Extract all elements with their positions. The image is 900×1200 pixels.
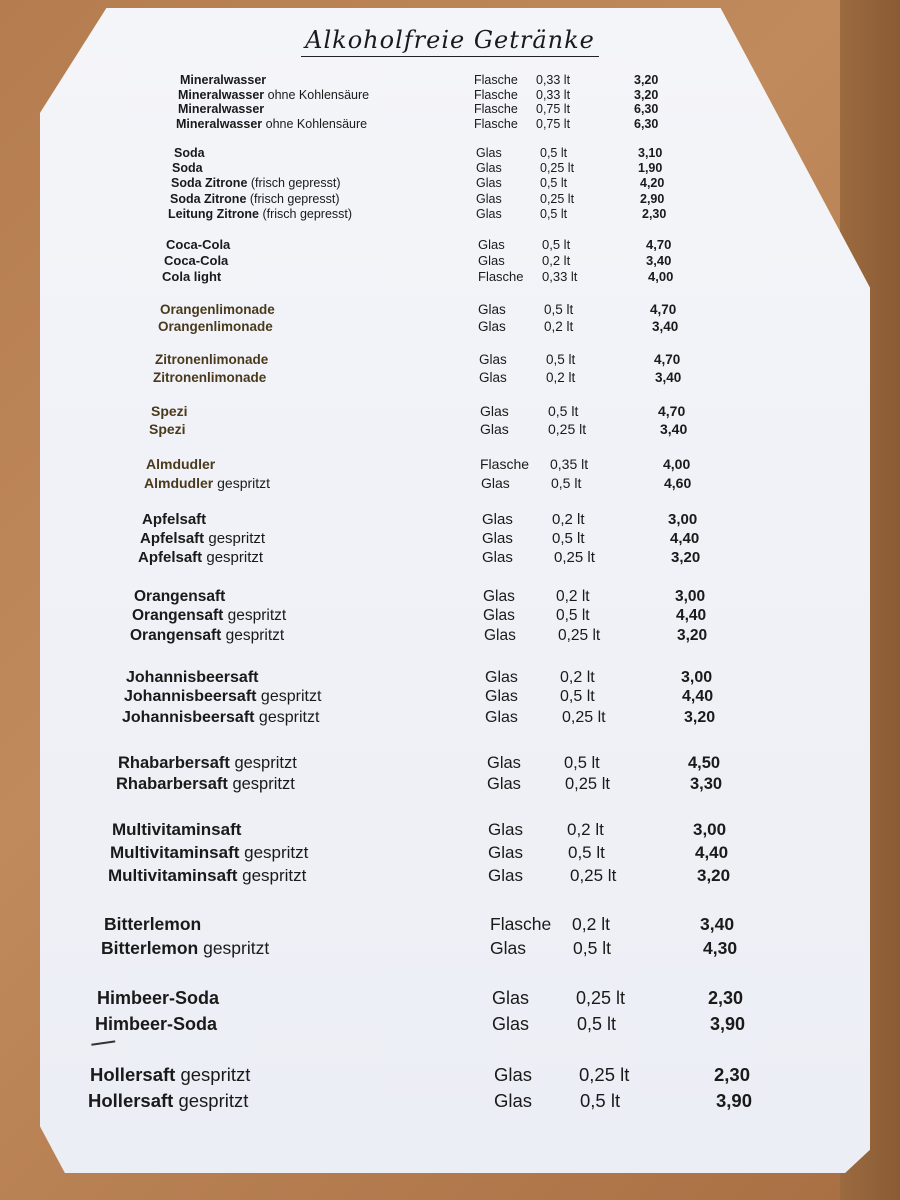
volume: 0,33 lt — [542, 268, 578, 284]
container-type: Glas — [487, 753, 521, 772]
volume: 0,5 lt — [544, 301, 574, 317]
price: 4,70 — [654, 351, 681, 367]
item-name — [101, 938, 269, 959]
container-type: Flasche — [474, 117, 518, 132]
container-type: Glas — [478, 301, 506, 317]
volume: 0,5 lt — [564, 753, 600, 772]
container-type: Glas — [484, 626, 516, 644]
drink-note: gespritzt — [227, 774, 295, 793]
container-type: Glas — [478, 236, 505, 252]
volume: 0,25 lt — [579, 1064, 630, 1086]
drink-name: Bitterlemon — [104, 914, 202, 935]
price: 4,40 — [676, 606, 707, 624]
price: 4,40 — [695, 842, 729, 862]
item-name — [166, 237, 230, 252]
volume: 0,5 lt — [551, 475, 582, 492]
volume: 0,2 lt — [542, 252, 571, 268]
price: 4,40 — [682, 688, 714, 706]
item-name — [104, 914, 201, 935]
volume: 0,5 lt — [573, 938, 611, 959]
drink-name: Leitung Zitrone — [168, 207, 259, 222]
price: 4,00 — [663, 456, 691, 473]
item-name — [164, 253, 228, 268]
container-type: Glas — [487, 774, 521, 793]
price: 3,40 — [652, 318, 679, 334]
price: 4,70 — [658, 403, 686, 420]
drink-name: Orangensaft — [132, 606, 224, 624]
volume: 0,5 lt — [552, 530, 585, 548]
item-name — [130, 627, 284, 645]
drink-name: Soda — [174, 146, 205, 161]
item-name — [170, 192, 340, 206]
drink-name: Orangenlimonade — [158, 318, 273, 334]
container-type: Glas — [478, 318, 506, 334]
container-type: Glas — [494, 1064, 533, 1086]
container-type: Glas — [492, 987, 530, 1008]
container-type: Flasche — [478, 268, 524, 284]
container-type: Glas — [488, 842, 523, 862]
drink-note: ohne Kohlensäure — [262, 117, 368, 132]
container-type: Glas — [492, 1013, 530, 1034]
container-type: Glas — [485, 709, 518, 727]
volume: 0,5 lt — [542, 236, 571, 252]
volume: 0,25 lt — [558, 626, 601, 644]
price: 3,20 — [684, 709, 716, 727]
drink-name: Johannisbeersaft — [122, 709, 255, 727]
container-type: Glas — [480, 421, 509, 438]
price: 1,90 — [638, 161, 663, 176]
container-type: Glas — [485, 688, 518, 706]
item-name — [162, 269, 221, 284]
volume: 0,5 lt — [548, 403, 579, 420]
price: 3,00 — [675, 587, 706, 605]
drink-name: Cola light — [162, 268, 222, 284]
volume: 0,5 lt — [546, 351, 576, 367]
drink-note: gespritzt — [204, 530, 266, 548]
item-name — [88, 1090, 248, 1112]
drink-note: gespritzt — [237, 865, 307, 885]
container-type: Glas — [482, 511, 513, 529]
item-name — [174, 146, 205, 160]
volume: 0,2 lt — [560, 669, 595, 687]
drink-name: Mineralwasser — [180, 73, 267, 88]
item-name — [90, 1064, 250, 1086]
volume: 0,25 lt — [576, 987, 626, 1008]
item-name — [178, 88, 369, 102]
container-type: Flasche — [474, 88, 518, 103]
volume: 0,75 lt — [536, 117, 571, 132]
container-type: Glas — [479, 351, 507, 367]
item-name — [138, 549, 263, 566]
container-type: Glas — [482, 549, 513, 567]
volume: 0,25 lt — [554, 549, 595, 567]
drink-note: gespritzt — [223, 606, 287, 624]
price: 3,20 — [697, 865, 731, 885]
drink-note: (frisch gepresst) — [246, 192, 340, 207]
drink-name: Zitronenlimonade — [155, 351, 269, 367]
drink-note: gespritzt — [198, 938, 270, 959]
container-type: Glas — [476, 192, 502, 207]
drink-name: Himbeer-Soda — [97, 987, 220, 1008]
volume: 0,5 lt — [540, 207, 568, 222]
container-type: Glas — [479, 369, 507, 385]
drink-name: Mineralwasser — [176, 117, 263, 132]
price: 4,50 — [688, 753, 721, 772]
price: 3,20 — [677, 626, 708, 644]
menu-title: Alkoholfreie Getränke — [0, 26, 900, 54]
volume: 0,2 lt — [552, 511, 585, 529]
volume: 0,5 lt — [560, 688, 595, 706]
container-type: Glas — [481, 475, 510, 492]
price: 3,00 — [693, 819, 727, 839]
drink-note: ohne Kohlensäure — [264, 88, 370, 103]
item-name — [155, 352, 268, 367]
container-type: Flasche — [490, 914, 552, 935]
drink-name: Almdudler — [144, 475, 214, 492]
container-type: Glas — [476, 146, 502, 161]
price: 3,90 — [710, 1013, 746, 1034]
item-name — [132, 607, 286, 625]
item-name — [142, 511, 206, 528]
item-name — [126, 669, 258, 687]
price: 3,00 — [668, 511, 698, 529]
item-name — [95, 1014, 217, 1035]
drink-name: Multivitaminsaft — [110, 842, 240, 862]
price: 3,40 — [655, 369, 682, 385]
drink-name: Orangenlimonade — [160, 301, 275, 317]
price: 2,30 — [714, 1064, 751, 1086]
drink-name: Soda Zitrone — [171, 176, 248, 191]
price: 6,30 — [634, 102, 659, 117]
volume: 0,25 lt — [548, 421, 587, 438]
volume: 0,33 lt — [536, 73, 571, 88]
drink-note: gespritzt — [173, 1090, 249, 1112]
item-name — [149, 421, 186, 437]
volume: 0,5 lt — [540, 146, 568, 161]
price: 3,40 — [646, 252, 672, 268]
item-name — [110, 843, 308, 863]
drink-name: Mineralwasser — [178, 88, 265, 103]
price: 4,60 — [664, 475, 692, 492]
price: 3,90 — [716, 1090, 753, 1112]
item-name — [134, 588, 225, 606]
drink-name: Multivitaminsaft — [112, 819, 242, 839]
item-name — [176, 117, 367, 131]
price: 4,40 — [670, 530, 700, 548]
drink-name: Spezi — [149, 421, 186, 438]
container-type: Flasche — [474, 73, 518, 88]
drink-note: gespritzt — [229, 753, 297, 772]
drink-name: Almdudler — [146, 456, 216, 473]
volume: 0,2 lt — [556, 587, 590, 605]
volume: 0,2 lt — [572, 914, 610, 935]
volume: 0,25 lt — [540, 161, 575, 176]
price: 3,20 — [671, 549, 701, 567]
drink-name: Johannisbeersaft — [126, 669, 259, 687]
container-type: Glas — [483, 587, 515, 605]
container-type: Glas — [482, 530, 513, 548]
item-name — [116, 775, 295, 794]
drink-note: (frisch gepresst) — [247, 176, 341, 191]
drink-name: Coca-Cola — [164, 252, 229, 268]
container-type: Glas — [488, 865, 523, 885]
drink-name: Soda — [172, 161, 203, 176]
drink-name: Bitterlemon — [101, 938, 199, 959]
drink-name: Orangensaft — [130, 626, 222, 644]
container-type: Glas — [488, 819, 523, 839]
volume: 0,5 lt — [540, 176, 568, 191]
price: 4,00 — [648, 268, 674, 284]
drink-name: Zitronenlimonade — [153, 369, 267, 385]
drink-name: Hollersaft — [90, 1064, 176, 1086]
drink-note: (frisch gepresst) — [258, 207, 353, 222]
item-name — [180, 73, 266, 87]
container-type: Glas — [485, 669, 518, 687]
volume: 0,5 lt — [577, 1013, 617, 1034]
price: 3,00 — [681, 669, 713, 687]
volume: 0,33 lt — [536, 88, 571, 103]
drink-note: gespritzt — [254, 709, 320, 727]
price: 2,90 — [640, 192, 665, 207]
drink-name: Rhabarbersaft — [118, 753, 230, 772]
drink-note: gespritzt — [202, 549, 264, 567]
price: 3,30 — [690, 774, 723, 793]
drink-note: gespritzt — [221, 626, 285, 644]
drink-name: Himbeer-Soda — [95, 1013, 218, 1034]
item-name — [168, 207, 352, 221]
item-name — [171, 176, 341, 190]
item-name — [160, 302, 275, 317]
container-type: Glas — [476, 161, 502, 176]
volume: 0,25 lt — [562, 709, 606, 727]
drink-name: Apfelsaft — [140, 530, 205, 548]
volume: 0,5 lt — [568, 842, 605, 862]
drink-name: Coca-Cola — [166, 236, 231, 252]
container-type: Flasche — [480, 456, 530, 473]
price: 3,40 — [660, 421, 688, 438]
item-name — [151, 403, 188, 419]
volume: 0,2 lt — [544, 318, 574, 334]
price: 2,30 — [642, 207, 667, 222]
volume: 0,5 lt — [580, 1090, 621, 1112]
drink-name: Soda Zitrone — [170, 192, 247, 207]
container-type: Glas — [480, 403, 509, 420]
container-type: Glas — [478, 252, 505, 268]
item-name — [112, 820, 241, 840]
container-type: Glas — [483, 606, 515, 624]
item-name — [97, 988, 219, 1009]
drink-name: Rhabarbersaft — [116, 774, 228, 793]
item-name — [158, 319, 273, 334]
item-name — [118, 754, 297, 773]
item-name — [172, 161, 203, 175]
price: 4,70 — [650, 301, 677, 317]
price: 3,20 — [634, 73, 659, 88]
price: 6,30 — [634, 117, 659, 132]
drink-note: gespritzt — [239, 842, 309, 862]
item-name — [178, 102, 264, 116]
item-name — [124, 688, 321, 706]
item-name — [146, 456, 215, 472]
item-name — [140, 530, 265, 547]
drink-note: gespritzt — [175, 1064, 251, 1086]
drink-name: Orangensaft — [134, 587, 226, 605]
drink-note: gespritzt — [256, 688, 322, 706]
drink-name: Johannisbeersaft — [124, 688, 257, 706]
volume: 0,2 lt — [567, 819, 604, 839]
drink-name: Apfelsaft — [138, 549, 203, 567]
volume: 0,35 lt — [550, 456, 589, 473]
drink-name: Apfelsaft — [142, 511, 207, 529]
container-type: Glas — [476, 207, 502, 222]
drink-name: Multivitaminsaft — [108, 865, 238, 885]
price: 4,20 — [640, 176, 665, 191]
volume: 0,25 lt — [565, 774, 610, 793]
item-name — [108, 866, 306, 886]
container-type: Glas — [494, 1090, 533, 1112]
volume: 0,25 lt — [540, 192, 575, 207]
volume: 0,5 lt — [556, 606, 590, 624]
container-type: Flasche — [474, 102, 518, 117]
drink-name: Spezi — [151, 403, 188, 420]
item-name — [144, 475, 270, 491]
volume: 0,25 lt — [570, 865, 617, 885]
price: 4,30 — [703, 938, 738, 959]
item-name — [122, 709, 319, 727]
container-type: Glas — [490, 938, 526, 959]
item-name — [153, 370, 266, 385]
drink-name: Mineralwasser — [178, 102, 265, 117]
price: 2,30 — [708, 987, 744, 1008]
drink-note: gespritzt — [213, 475, 271, 492]
container-type: Glas — [476, 176, 502, 191]
volume: 0,2 lt — [546, 369, 576, 385]
drink-name: Hollersaft — [88, 1090, 174, 1112]
price: 3,20 — [634, 88, 659, 103]
price: 3,40 — [700, 914, 735, 935]
volume: 0,75 lt — [536, 102, 571, 117]
price: 4,70 — [646, 236, 672, 252]
price: 3,10 — [638, 146, 663, 161]
